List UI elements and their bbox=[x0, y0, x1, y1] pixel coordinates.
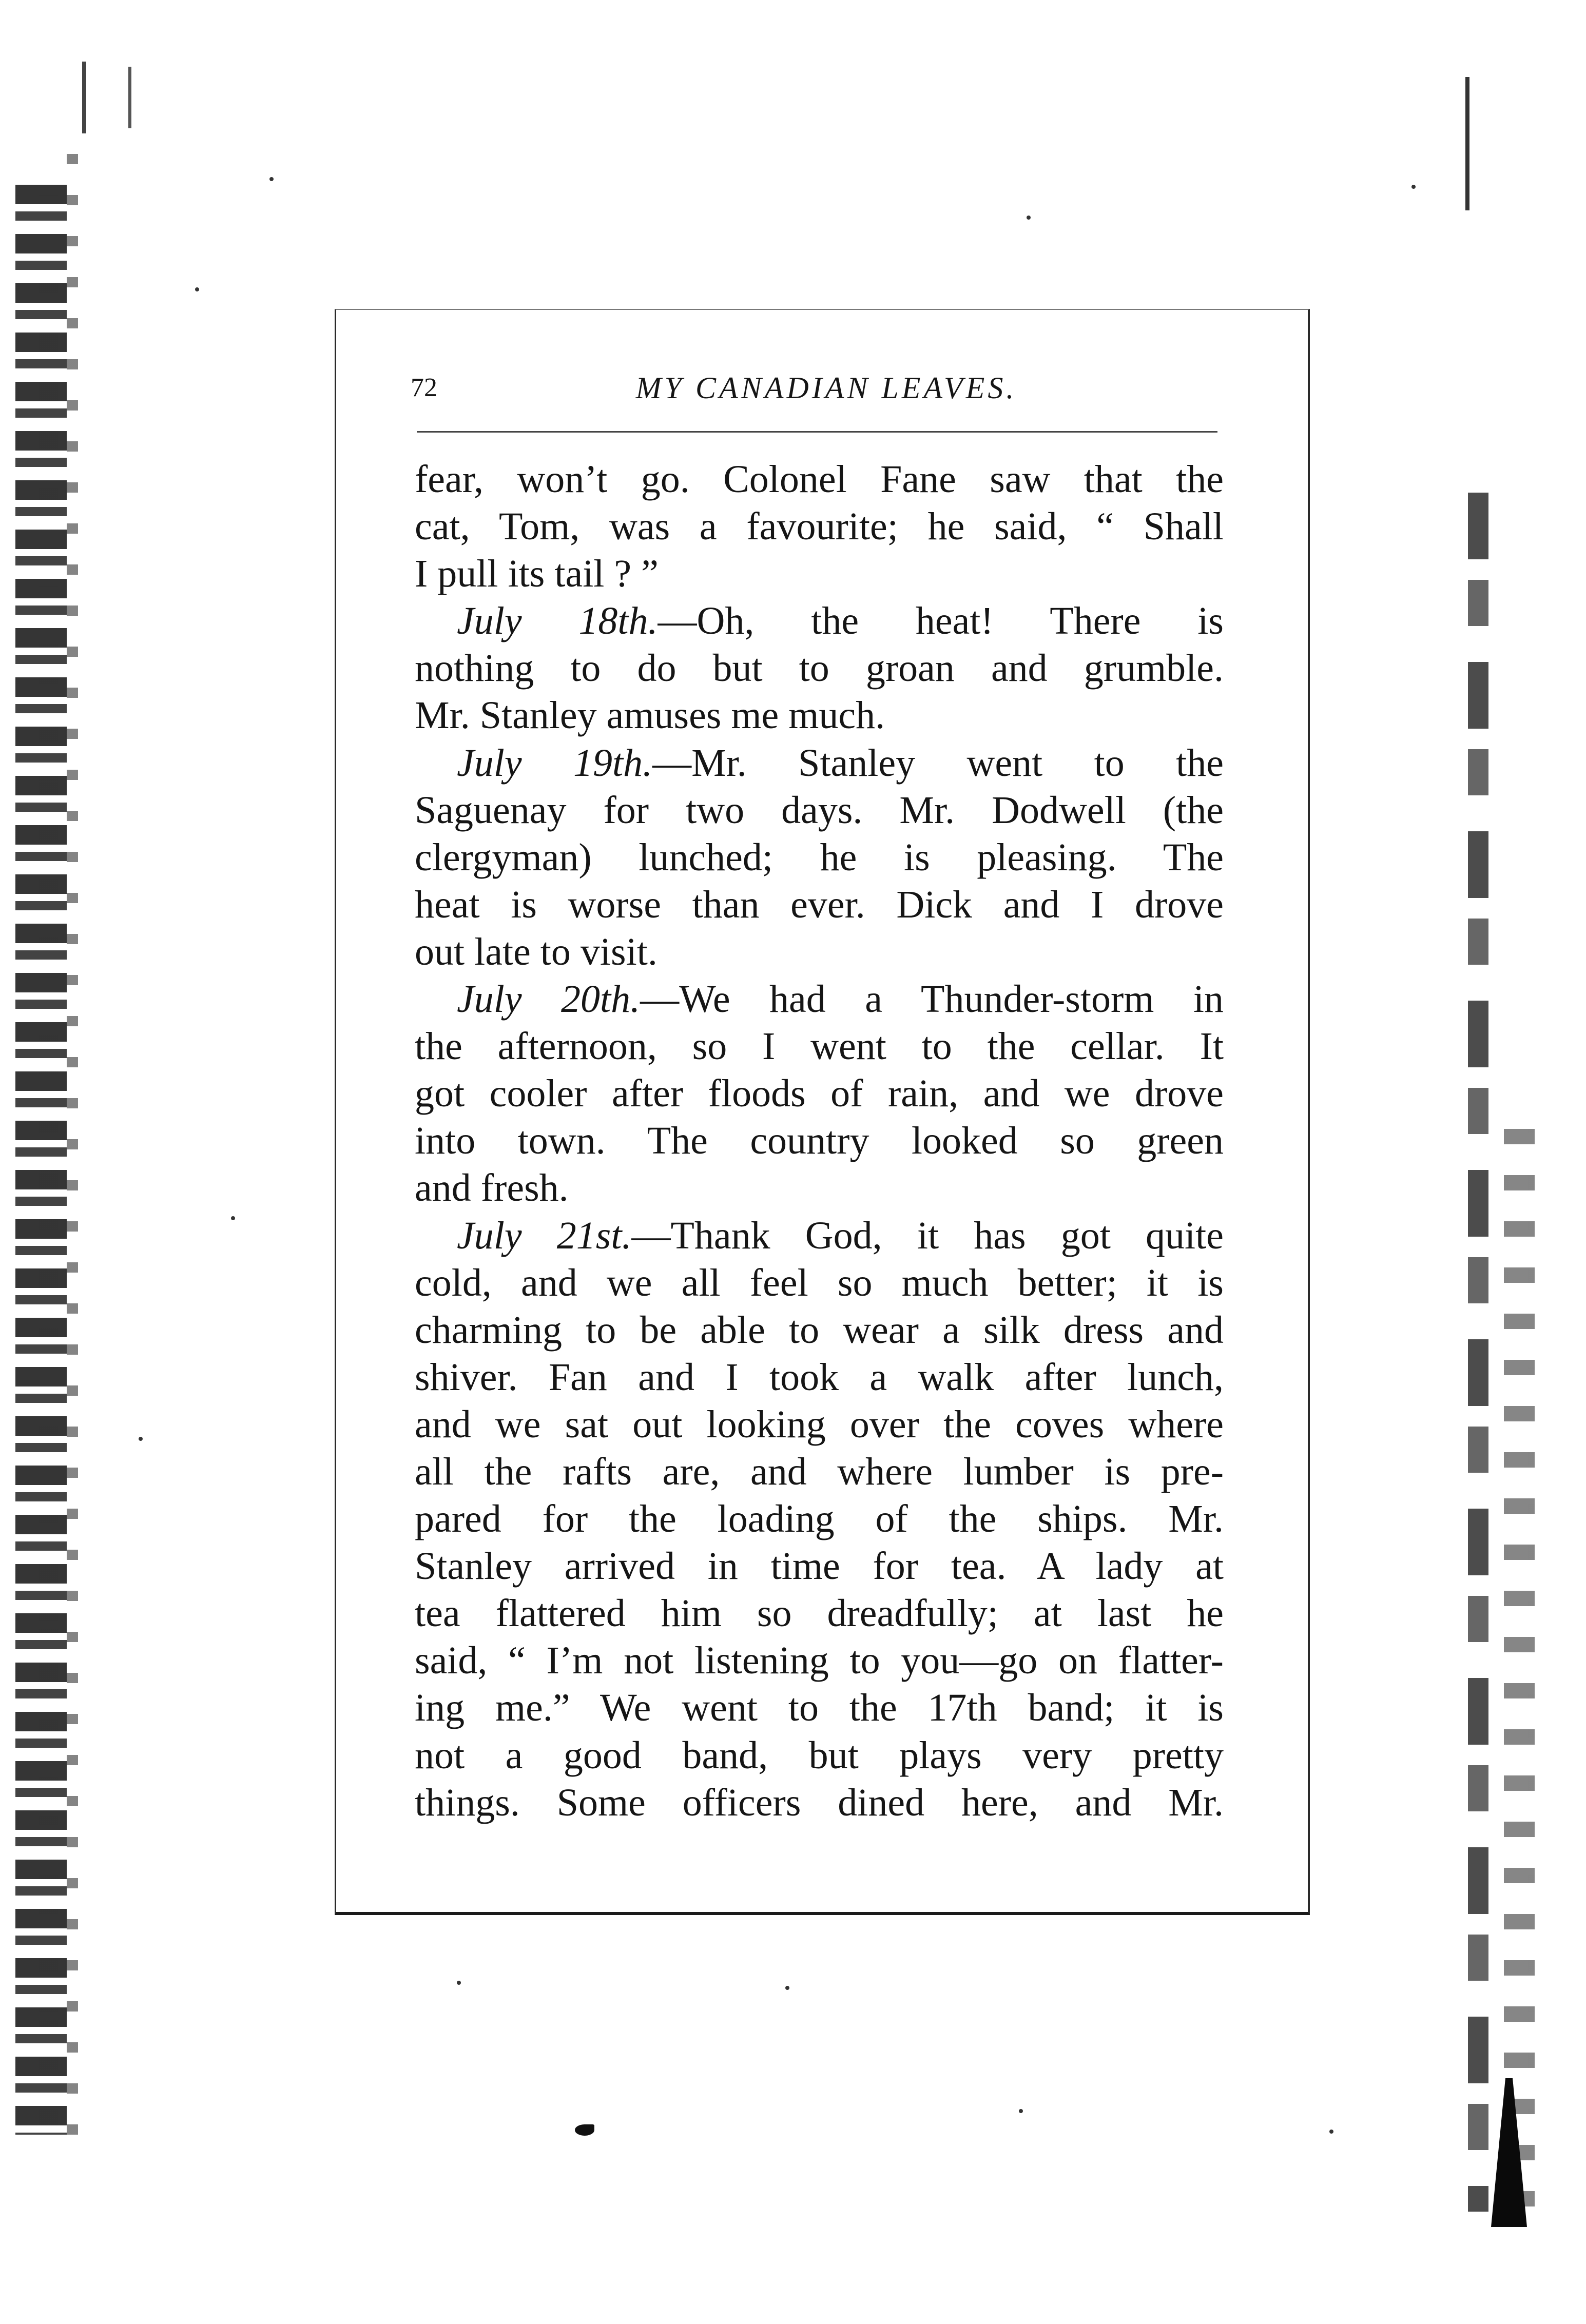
text-line: ing me.” We went to the 17th band; it is bbox=[415, 1686, 1224, 1730]
scan-speck bbox=[269, 177, 274, 181]
text-line: July 19th.—Mr. Stanley went to the bbox=[457, 741, 1224, 785]
scan-speck bbox=[1329, 2130, 1333, 2134]
text-line: heat is worse than ever. Dick and I drove bbox=[415, 883, 1224, 926]
scan-speck bbox=[1411, 185, 1416, 189]
text-line: things. Some officers dined here, and Mr. bbox=[415, 1781, 1224, 1824]
entry-date: July 21st. bbox=[457, 1214, 632, 1257]
text-line: July 20th.—We had a Thunder-storm in bbox=[457, 978, 1224, 1021]
scan-mark bbox=[1465, 77, 1469, 210]
text-line: July 21st.—Thank God, it has got quite bbox=[457, 1214, 1224, 1257]
entry-date: July 19th. bbox=[457, 741, 653, 785]
scan-speck bbox=[785, 1986, 789, 1990]
scan-speck bbox=[1019, 2109, 1023, 2113]
text-line: not a good band, but plays very pretty bbox=[415, 1733, 1224, 1777]
scan-speck bbox=[139, 1437, 143, 1441]
text-line: nothing to do but to groan and grumble. bbox=[415, 647, 1224, 690]
scan-speck bbox=[231, 1216, 235, 1220]
text-line: Saguenay for two days. Mr. Dodwell (the bbox=[415, 788, 1224, 832]
text-line: July 18th.—Oh, the heat! There is bbox=[457, 599, 1224, 643]
text-line: and fresh. bbox=[415, 1166, 569, 1210]
entry-date: July 18th. bbox=[457, 599, 658, 643]
text-line: pared for the loading of the ships. Mr. bbox=[415, 1497, 1224, 1541]
text-line: fear, won’t go. Colonel Fane saw that the bbox=[415, 458, 1224, 501]
scan-speck bbox=[457, 1981, 461, 1985]
entry-date: July 20th. bbox=[457, 978, 641, 1021]
text-line: clergyman) lunched; he is pleasing. The bbox=[415, 835, 1224, 879]
text-line: charming to be able to wear a silk dress and bbox=[415, 1308, 1224, 1352]
text-line: the afternoon, so I went to the cellar. It bbox=[415, 1025, 1224, 1068]
scan-edge-right bbox=[1468, 493, 1488, 2212]
scan-speck bbox=[195, 287, 199, 291]
scan-mark bbox=[128, 67, 131, 128]
running-header bbox=[411, 369, 1211, 416]
body-text bbox=[415, 456, 1224, 1826]
scan-mark bbox=[82, 62, 86, 133]
text-line: shiver. Fan and I took a walk after lunch, bbox=[415, 1355, 1224, 1399]
scan-edge-left-inner bbox=[67, 154, 78, 2155]
text-line: Mr. Stanley amuses me much. bbox=[415, 694, 885, 737]
running-title: MY CANADIAN LEAVES. bbox=[635, 371, 1017, 405]
text-line: Stanley arrived in time for tea. A lady at bbox=[415, 1545, 1224, 1588]
scan-edge-left bbox=[15, 185, 67, 2135]
scan-blot bbox=[575, 2124, 594, 2136]
text-line: and we sat out looking over the coves where bbox=[415, 1402, 1224, 1446]
scan-speck bbox=[1027, 216, 1031, 220]
text-line: tea flattered him so dreadfully; at last he bbox=[415, 1592, 1224, 1635]
text-line: I pull its tail ? ” bbox=[415, 552, 659, 596]
text-line: out late to visit. bbox=[415, 930, 657, 973]
text-line: said, “ I’m not listening to you—go on flatter- bbox=[415, 1639, 1224, 1683]
text-line: cold, and we all feel so much better; it is bbox=[415, 1261, 1224, 1304]
scan-edge-right-outer bbox=[1504, 1129, 1535, 2206]
text-line: into town. The country looked so green bbox=[415, 1119, 1224, 1163]
page-number: 72 bbox=[411, 373, 437, 402]
text-line: got cooler after floods of rain, and we drove bbox=[415, 1072, 1224, 1116]
text-line: all the rafts are, and where lumber is pre- bbox=[415, 1450, 1224, 1493]
text-line: cat, Tom, was a favourite; he said, “ Shall bbox=[415, 505, 1224, 549]
header-rule bbox=[417, 431, 1217, 433]
